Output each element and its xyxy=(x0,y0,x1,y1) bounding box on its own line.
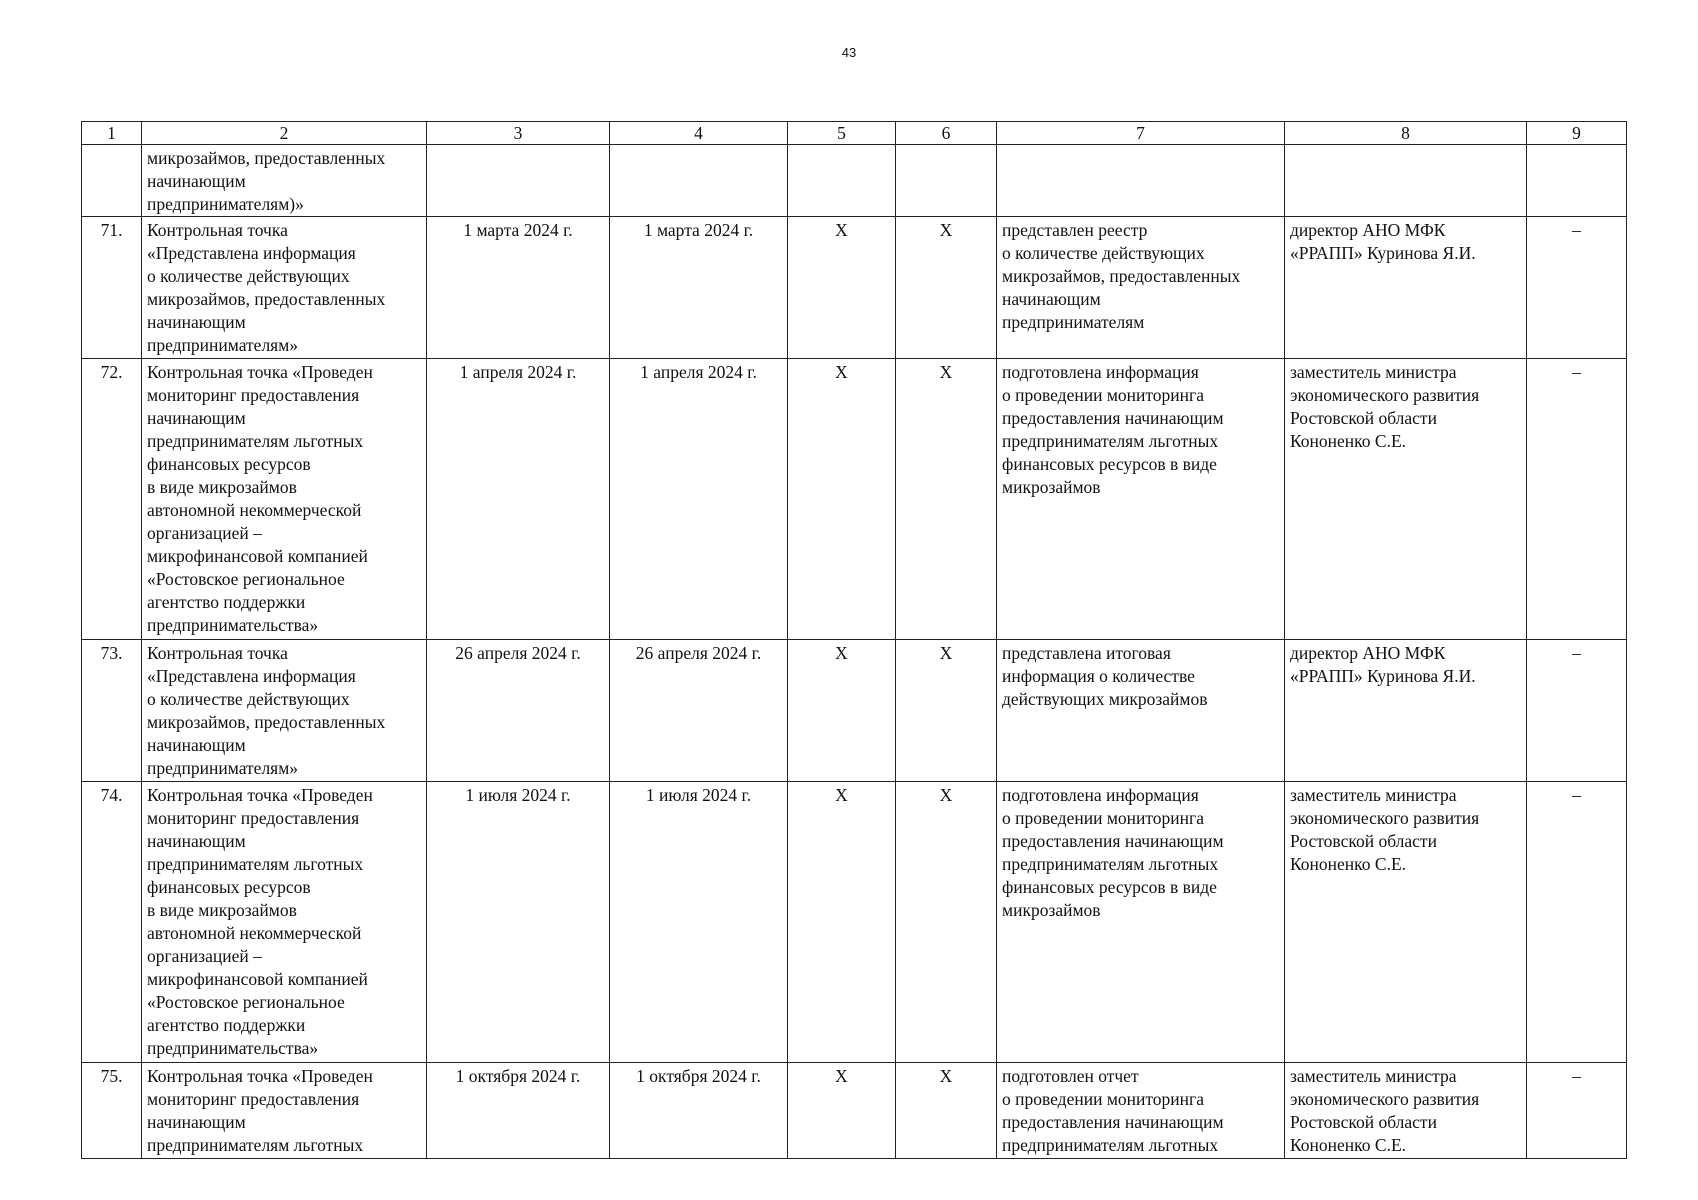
table-row xyxy=(82,217,1627,359)
table-row xyxy=(82,782,1627,1063)
row-number xyxy=(82,145,142,217)
event-cell: Контрольная точка «Проведен мониторинг предоставления начинающим предпринимателям льготных финансовых ресурсов в виде микрозаймов автономной некоммерческой организацией – микрофинансовой компанией «Ростовское региональное агентство поддержки предпринимательства» xyxy=(142,782,427,1063)
start-date-cell: 1 октября 2024 г. xyxy=(427,1063,610,1159)
responsible-cell: директор АНО МФК «РРАПП» Куринова Я.И. xyxy=(1285,640,1527,782)
row-number: 71. xyxy=(82,217,142,359)
responsible-cell: заместитель министра экономического развития Ростовской области Кононенко С.Е. xyxy=(1285,1063,1527,1159)
header-cell: 7 xyxy=(997,122,1285,145)
table-row xyxy=(82,359,1627,640)
col9-cell xyxy=(1527,145,1627,217)
page-number: 43 xyxy=(841,45,857,60)
header-cell: 9 xyxy=(1527,122,1627,145)
col9-cell: – xyxy=(1527,1063,1627,1159)
event-cell: Контрольная точка «Проведен мониторинг предоставления начинающим предпринимателям льготных финансовых ресурсов в виде микрозаймов автономной некоммерческой организацией – микрофинансовой компанией «Ростовское региональное агентство поддержки предпринимательства» xyxy=(142,359,427,640)
event-cell: микрозаймов, предоставленных начинающим предпринимателям)» xyxy=(142,145,427,217)
col5-cell: Х xyxy=(788,217,896,359)
result-cell: подготовлена информация о проведении мониторинга предоставления начинающим предпринимателям льготных финансовых ресурсов в виде микрозаймов xyxy=(997,782,1285,1063)
col5-cell: Х xyxy=(788,640,896,782)
header-cell: 5 xyxy=(788,122,896,145)
plan-table xyxy=(81,121,1627,1159)
col6-cell: Х xyxy=(896,782,997,1063)
end-date-cell: 1 октября 2024 г. xyxy=(610,1063,788,1159)
col6-cell: Х xyxy=(896,1063,997,1159)
start-date-cell: 26 апреля 2024 г. xyxy=(427,640,610,782)
event-cell: Контрольная точка «Представлена информация о количестве действующих микрозаймов, предоставленных начинающим предпринимателям» xyxy=(142,640,427,782)
col6-cell xyxy=(896,145,997,217)
header-cell: 6 xyxy=(896,122,997,145)
table-row xyxy=(82,145,1627,217)
event-cell: Контрольная точка «Проведен мониторинг предоставления начинающим предпринимателям льготных xyxy=(142,1063,427,1159)
end-date-cell: 1 марта 2024 г. xyxy=(610,217,788,359)
header-row xyxy=(82,122,1627,145)
row-number: 74. xyxy=(82,782,142,1063)
header-cell: 1 xyxy=(82,122,142,145)
start-date-cell xyxy=(427,145,610,217)
col5-cell xyxy=(788,145,896,217)
col6-cell: Х xyxy=(896,217,997,359)
header-cell: 3 xyxy=(427,122,610,145)
start-date-cell: 1 марта 2024 г. xyxy=(427,217,610,359)
end-date-cell: 26 апреля 2024 г. xyxy=(610,640,788,782)
header-cell: 2 xyxy=(142,122,427,145)
result-cell: представлен реестр о количестве действующих микрозаймов, предоставленных начинающим предпринимателям xyxy=(997,217,1285,359)
header-cell: 8 xyxy=(1285,122,1527,145)
responsible-cell: заместитель министра экономического развития Ростовской области Кононенко С.Е. xyxy=(1285,359,1527,640)
responsible-cell: директор АНО МФК «РРАПП» Куринова Я.И. xyxy=(1285,217,1527,359)
col6-cell: Х xyxy=(896,640,997,782)
col9-cell: – xyxy=(1527,640,1627,782)
col9-cell: – xyxy=(1527,782,1627,1063)
responsible-cell: заместитель министра экономического развития Ростовской области Кононенко С.Е. xyxy=(1285,782,1527,1063)
col5-cell: Х xyxy=(788,782,896,1063)
result-cell: представлена итоговая информация о количестве действующих микрозаймов xyxy=(997,640,1285,782)
row-number: 72. xyxy=(82,359,142,640)
start-date-cell: 1 апреля 2024 г. xyxy=(427,359,610,640)
row-number: 75. xyxy=(82,1063,142,1159)
end-date-cell: 1 апреля 2024 г. xyxy=(610,359,788,640)
header-cell: 4 xyxy=(610,122,788,145)
result-cell: подготовлена информация о проведении мониторинга предоставления начинающим предпринимателям льготных финансовых ресурсов в виде микрозаймов xyxy=(997,359,1285,640)
col9-cell: – xyxy=(1527,359,1627,640)
start-date-cell: 1 июля 2024 г. xyxy=(427,782,610,1063)
result-cell: подготовлен отчет о проведении мониторинга предоставления начинающим предпринимателям льготных xyxy=(997,1063,1285,1159)
col5-cell: Х xyxy=(788,1063,896,1159)
end-date-cell xyxy=(610,145,788,217)
event-cell: Контрольная точка «Представлена информация о количестве действующих микрозаймов, предоставленных начинающим предпринимателям» xyxy=(142,217,427,359)
table-row xyxy=(82,640,1627,782)
col6-cell: Х xyxy=(896,359,997,640)
row-number: 73. xyxy=(82,640,142,782)
col9-cell: – xyxy=(1527,217,1627,359)
end-date-cell: 1 июля 2024 г. xyxy=(610,782,788,1063)
responsible-cell xyxy=(1285,145,1527,217)
result-cell xyxy=(997,145,1285,217)
col5-cell: Х xyxy=(788,359,896,640)
table-row xyxy=(82,1063,1627,1159)
